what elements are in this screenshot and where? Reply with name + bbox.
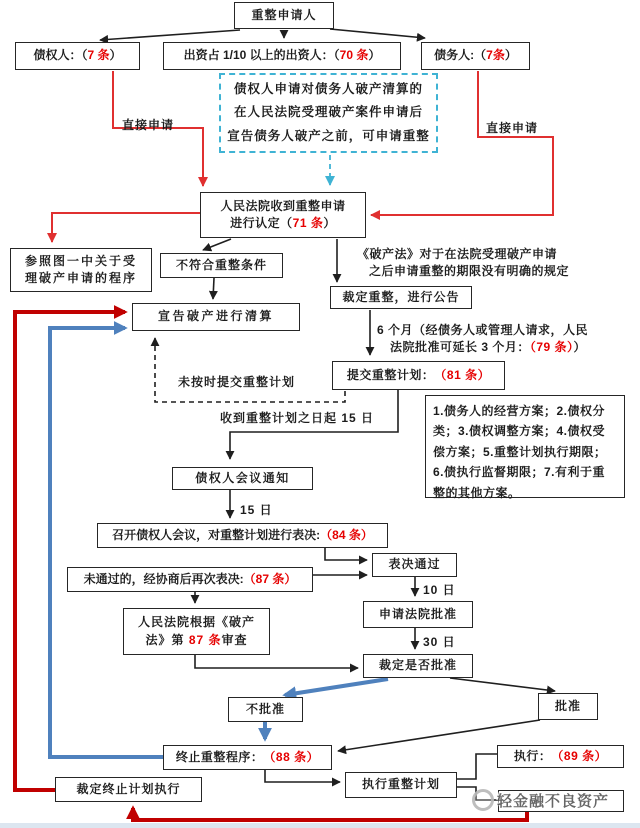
node-not-approved-label: 不批准 [245,701,285,716]
node-apply-court-approval [363,601,473,628]
label-10-days: 10 日 [423,583,456,597]
node-review-article: 87 条 [188,632,222,647]
node-review-suf: 审查 [221,632,248,647]
note-plan-contents-text: 1.债务人的经营方案；2.债权分类；3.债权调整方案；4.债权受偿方案；5.重整计划执行期限；6.债执行监督期限；7.有利于重整的其他方案。 [433,404,607,500]
node-not-passed-label: 未通过的，经协商后再次表决: [83,571,244,586]
node-applicant-label: 重整申请人 [251,7,317,22]
node-execute-89-label: 执行： [513,748,552,763]
node-terminate-procedure [163,745,332,770]
label-late-submit: 未按时提交重整计划 [178,375,296,389]
node-meeting-notice-label: 债权人会议通知 [195,470,290,485]
node-debtor-paren: ） [504,48,517,63]
node-not-passed-article: （87 条） [243,571,297,586]
watermark-text: 轻金融不良资产 [497,792,610,810]
node-obscured-by-watermark [498,790,624,812]
label-direct-apply-right: 直接申请 [486,121,539,135]
node-not-approved [228,697,303,722]
node-execute-plan-label: 执行重整计划 [361,777,440,792]
node-court-receive-line1: 人民法院收到重整申请 [220,198,346,213]
node-ruling-approval [363,654,473,678]
node-vote-passed-label: 表决通过 [388,557,441,572]
node-investor [163,42,401,70]
node-creditors-meeting-vote [97,523,388,548]
node-vote-passed [372,553,457,577]
node-approved [538,693,598,720]
node-review-line1: 人民法院根据《破产 [137,615,255,630]
node-approved-label: 批准 [554,698,581,713]
node-declare-label: 宣告破产进行清算 [157,309,274,324]
node-court-receive-line2 [230,215,336,232]
note-six-months-line2 [377,340,586,354]
node-terminate-article: （88 条） [263,749,320,764]
node-ruling-label: 裁定重整，进行公告 [342,289,460,304]
node-debtor-label: 债务人:（ [434,48,487,63]
label-receive-15-days: 收到重整计划之日起 15 日 [220,411,375,425]
label-15-days: 15 日 [240,503,273,517]
node-refer-line1: 参照图一中关于受 [24,253,137,268]
node-not-meet-conditions [160,253,283,278]
note-line-2: 在人民法院受理破产案件申请后 [233,105,423,120]
node-applicant [234,2,334,29]
note-law-line2: 之后申请重整的期限没有明确的规定 [369,263,570,278]
node-submit-article: （81 条） [434,367,491,382]
note-six-months-pre: 法院批准可延长 3 个月： [390,339,530,354]
node-terminate-plan-execution [55,777,202,802]
node-review-line2 [145,632,247,649]
label-direct-apply-left: 直接申请 [122,118,175,132]
node-ruling-announce [330,286,472,309]
node-creditor-label: 债权人：（ [33,48,88,63]
note-six-months-paren: ） [573,339,587,354]
node-refer-line2: 理破产申请的程序 [24,271,137,285]
node-not-meet-label: 不符合重整条件 [175,257,267,272]
node-meeting-article: （84 条） [320,527,373,542]
note-six-months-article: （79 条） [529,339,574,354]
note-plan-contents [425,395,625,498]
note-law-no-deadline [357,246,569,280]
node-investor-article: 70 条 [339,48,369,63]
node-execute-plan [345,772,457,798]
node-court-receive-suf: ） [323,216,336,230]
node-investor-label: 出资占 1/10 以上的出资人：（ [183,48,340,63]
note-six-months-line1: 6 个月（经债务人或管理人请求，人民 [377,323,589,337]
node-court-review-87 [123,608,270,655]
node-execute-89 [497,745,624,768]
label-30-days: 30 日 [423,635,456,649]
node-ruling-approval-label: 裁定是否批准 [378,658,457,673]
node-meeting-notice [172,467,313,490]
node-not-passed-revote [67,567,313,592]
note-line-1: 债权人申请对债务人破产清算的 [233,82,423,97]
node-terminate-label: 终止重整程序： [175,749,264,764]
node-apply-approval-label: 申请法院批准 [378,606,457,621]
node-court-receive-pre: 进行认定（ [230,216,293,230]
node-investor-paren: ） [368,48,381,63]
node-debtor-article: 7条 [486,48,505,63]
node-court-receive [200,192,366,238]
node-creditor [15,42,140,70]
node-court-receive-article: 71 条 [292,216,324,230]
node-submit-label: 提交重整计划： [346,367,435,382]
node-creditor-paren: ） [109,48,122,63]
note-law-line1: 《破产法》对于在法院受理破产申请 [357,247,558,261]
note-creditor-condition [219,73,438,153]
node-meeting-label: 召开债权人会议，对重整计划进行表决: [112,527,321,542]
node-execute-89-article: （89 条） [551,748,608,763]
node-declare-bankruptcy [132,303,300,331]
node-refer-figure1 [10,248,152,292]
node-submit-plan [332,361,505,390]
node-review-pre: 法》第 [145,632,189,647]
node-terminate-plan-label: 裁定终止计划执行 [76,781,181,796]
note-line-3: 宣告债务人破产之前，可申请重整 [227,128,430,143]
node-creditor-article: 7 条 [87,48,110,63]
node-debtor [421,42,530,70]
note-six-months [377,322,588,356]
